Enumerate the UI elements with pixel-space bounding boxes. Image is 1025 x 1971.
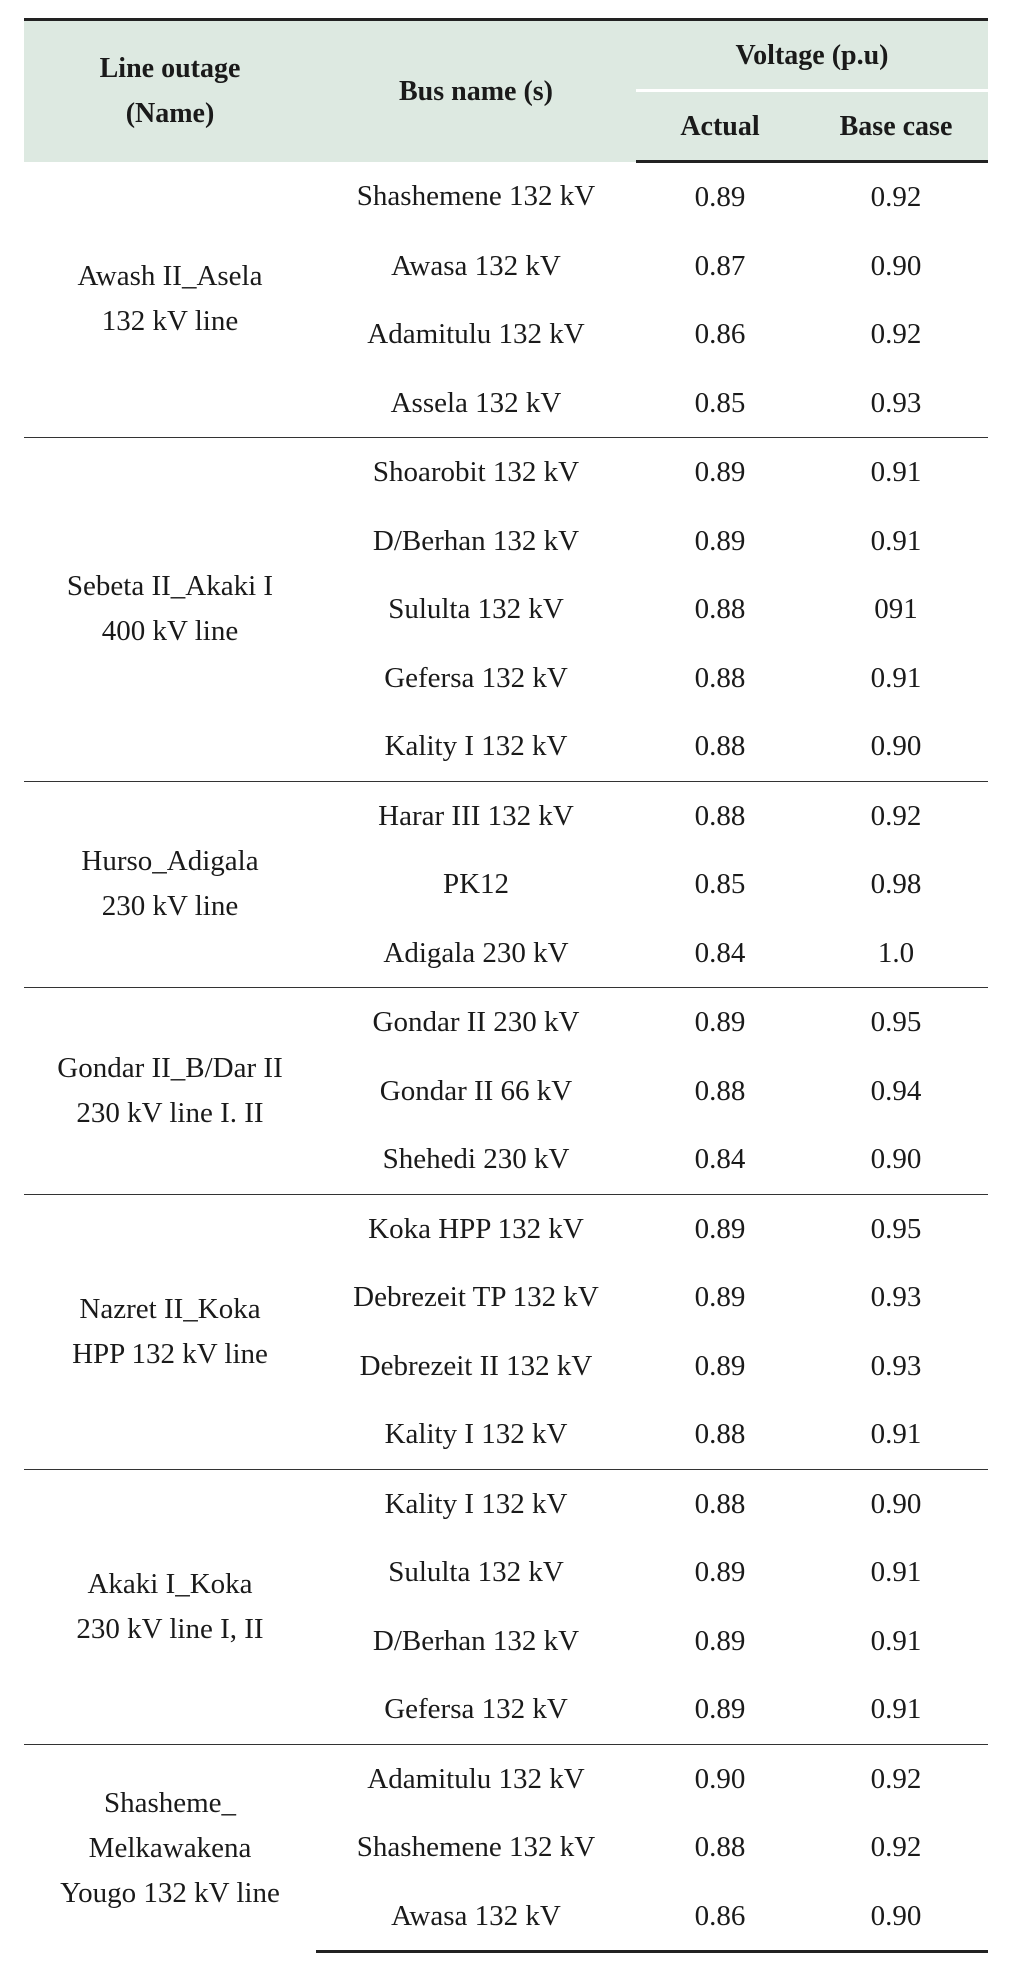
base-case-voltage-cell: 0.92: [870, 181, 922, 213]
actual-voltage-cell: 0.88: [694, 1831, 746, 1863]
base-case-voltage-cell: 0.90: [870, 249, 922, 282]
line-outage-text: Sebeta II_Akaki I: [66, 570, 274, 603]
base-case-voltage-cell: 0.91: [804, 438, 988, 507]
header-line-outage: [24, 20, 316, 162]
actual-voltage-cell: 0.89: [694, 524, 746, 557]
actual-voltage-cell: 0.89: [694, 1281, 746, 1313]
actual-voltage-cell: 0.90: [636, 1744, 804, 1813]
bus-name-cell: D/Berhan 132 kV: [372, 1624, 580, 1657]
header-bus-name: Bus name (s): [316, 20, 636, 162]
line-outage-text: 400 kV line: [101, 615, 239, 648]
header-actual: Actual: [636, 91, 804, 162]
actual-voltage-cell: 0.89: [636, 988, 804, 1057]
table-row: [24, 1194, 988, 1263]
header-base-case: Base case: [804, 91, 988, 162]
line-outage-text: HPP 132 kV line: [72, 1337, 268, 1370]
line-outage-text: Awash II_Asela: [77, 260, 263, 293]
base-case-voltage-cell: 0.91: [870, 524, 922, 557]
actual-voltage-cell: 0.89: [694, 1349, 746, 1382]
bus-name-cell: Assela 132 kV: [390, 386, 562, 419]
base-case-voltage-cell: 0.90: [870, 730, 922, 762]
voltage-table-container: [24, 18, 988, 1953]
bus-name-cell: Debrezeit II 132 kV: [359, 1349, 593, 1382]
actual-voltage-cell: 0.89: [694, 181, 746, 213]
line-outage-text: 132 kV line: [101, 305, 239, 338]
line-outage-text: Hurso_Adigala: [81, 845, 259, 878]
base-case-voltage-cell: 0.90: [870, 1143, 922, 1175]
base-case-voltage-cell: 0.91: [870, 661, 922, 694]
actual-voltage-cell: 0.88: [636, 781, 804, 850]
base-case-voltage-cell: 091: [874, 593, 918, 625]
actual-voltage-cell: 0.85: [694, 868, 746, 900]
actual-voltage-cell: 0.88: [694, 661, 746, 694]
bus-name-cell: Shashemene 132 kV: [356, 1831, 596, 1863]
base-case-voltage-cell: 0.93: [870, 1349, 922, 1382]
bus-name-cell: Shoarobit 132 kV: [316, 438, 636, 507]
bus-name-cell: Debrezeit TP 132 kV: [353, 1281, 599, 1313]
header-line-outage-line2: (Name): [125, 98, 215, 130]
base-case-voltage-cell: 0.95: [804, 988, 988, 1057]
bus-name-cell: Gondar II 230 kV: [316, 988, 636, 1057]
bus-name-cell: Sululta 132 kV: [388, 1556, 564, 1588]
base-case-voltage-cell: 0.90: [804, 1469, 988, 1538]
base-case-voltage-cell: 0.92: [870, 1831, 922, 1863]
actual-voltage-cell: 0.88: [694, 593, 746, 625]
actual-voltage-cell: 0.89: [694, 1624, 746, 1657]
bus-name-cell: Kality I 132 kV: [384, 730, 568, 762]
line-outage-cell: [24, 162, 316, 438]
table-row: [24, 781, 988, 850]
actual-voltage-cell: 0.86: [636, 1882, 804, 1952]
bus-name-cell: Kality I 132 kV: [316, 1469, 636, 1538]
bus-name-cell: Gefersa 132 kV: [384, 1693, 568, 1725]
line-outage-cell: [24, 438, 316, 782]
line-outage-cell: [24, 1469, 316, 1744]
base-case-voltage-cell: 0.92: [804, 1744, 988, 1813]
line-outage-text: Gondar II_B/Dar II: [57, 1051, 283, 1084]
actual-voltage-cell: 0.89: [636, 1194, 804, 1263]
table-header: [24, 20, 988, 162]
actual-voltage-cell: 0.85: [694, 386, 746, 419]
actual-voltage-cell: 0.88: [636, 1469, 804, 1538]
header-line-outage-line1: Line outage: [99, 53, 241, 85]
line-outage-text: Melkawakena: [88, 1831, 252, 1864]
actual-voltage-cell: 0.84: [694, 1143, 746, 1175]
base-case-voltage-cell: 0.92: [870, 318, 922, 350]
base-case-voltage-cell: 0.91: [870, 1556, 922, 1588]
base-case-voltage-cell: 1.0: [877, 936, 915, 969]
bus-name-cell: Koka HPP 132 kV: [316, 1194, 636, 1263]
bus-name-cell: PK12: [442, 868, 510, 900]
actual-voltage-cell: 0.89: [694, 1556, 746, 1588]
bus-name-cell: Harar III 132 kV: [316, 781, 636, 850]
line-outage-text: Shasheme_: [103, 1786, 237, 1819]
actual-voltage-cell: 0.88: [694, 1418, 746, 1450]
actual-voltage-cell: 0.88: [694, 1074, 746, 1107]
line-outage-cell: [24, 1744, 316, 1952]
line-outage-text: 230 kV line I. II: [76, 1096, 264, 1129]
base-case-voltage-cell: 0.92: [804, 781, 988, 850]
voltage-table: [24, 18, 988, 1953]
actual-voltage-cell: 0.88: [694, 730, 746, 762]
actual-voltage-cell: 0.86: [694, 318, 746, 350]
bus-name-cell: Adigala 230 kV: [383, 936, 569, 969]
bus-name-cell: Awasa 132 kV: [391, 249, 561, 282]
base-case-voltage-cell: 0.91: [870, 1418, 922, 1450]
line-outage-text: 230 kV line I, II: [76, 1612, 264, 1645]
actual-voltage-cell: 0.87: [694, 249, 746, 282]
line-outage-cell: [24, 781, 316, 988]
base-case-voltage-cell: 0.95: [804, 1194, 988, 1263]
line-outage-text: Yougo 132 kV line: [60, 1876, 280, 1909]
bus-name-cell: Gefersa 132 kV: [384, 661, 568, 694]
table-row: [24, 988, 988, 1057]
actual-voltage-cell: 0.89: [694, 1693, 746, 1725]
line-outage-cell: [24, 988, 316, 1195]
base-case-voltage-cell: 0.90: [804, 1882, 988, 1952]
line-outage-text: 230 kV line: [101, 890, 239, 923]
table-body: [24, 162, 988, 1952]
bus-name-cell: Shashemene 132 kV: [356, 180, 596, 213]
base-case-voltage-cell: 0.91: [870, 1624, 922, 1657]
table-row: [24, 1744, 988, 1813]
bus-name-cell: Gondar II 66 kV: [379, 1074, 573, 1107]
header-voltage: Voltage (p.u): [636, 20, 988, 91]
table-row: [24, 438, 988, 507]
table-row: [24, 162, 988, 232]
bus-name-cell: D/Berhan 132 kV: [372, 524, 580, 557]
bus-name-cell: Awasa 132 kV: [316, 1882, 636, 1952]
base-case-voltage-cell: 0.91: [870, 1693, 922, 1725]
bus-name-cell: Adamitulu 132 kV: [316, 1744, 636, 1813]
base-case-voltage-cell: 0.94: [870, 1074, 922, 1107]
bus-name-cell: Kality I 132 kV: [384, 1418, 568, 1450]
bus-name-cell: Adamitulu 132 kV: [367, 318, 585, 350]
bus-name-cell: Sululta 132 kV: [388, 593, 564, 625]
line-outage-cell: [24, 1194, 316, 1469]
bus-name-cell: Shehedi 230 kV: [382, 1143, 570, 1175]
table-row: [24, 1469, 988, 1538]
base-case-voltage-cell: 0.93: [870, 386, 922, 419]
actual-voltage-cell: 0.84: [694, 936, 746, 969]
line-outage-text: Akaki I_Koka: [87, 1567, 253, 1600]
actual-voltage-cell: 0.89: [636, 438, 804, 507]
base-case-voltage-cell: 0.93: [870, 1281, 922, 1313]
line-outage-text: Nazret II_Koka: [79, 1292, 261, 1325]
base-case-voltage-cell: 0.98: [870, 868, 922, 900]
